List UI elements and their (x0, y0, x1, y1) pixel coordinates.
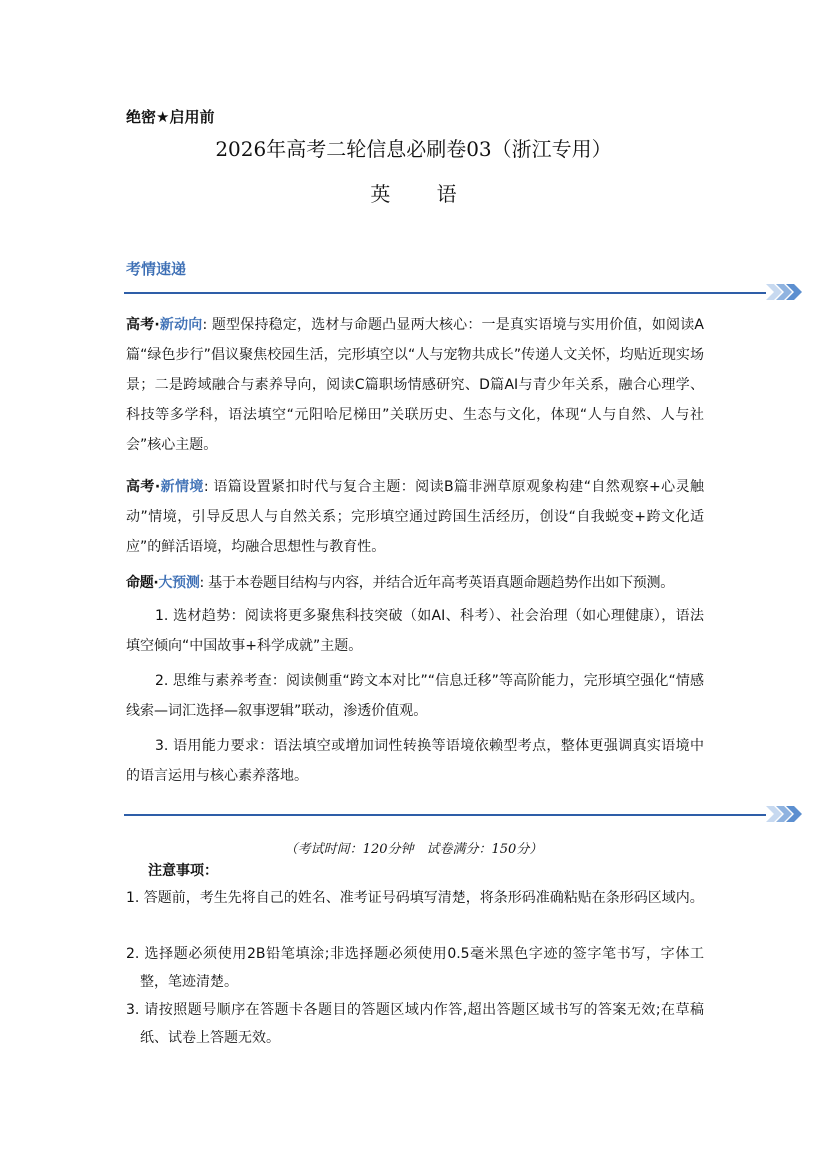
paragraph-new-context (126, 472, 704, 562)
prediction-item: 1. 选材趋势：阅读将更多聚焦科技突破（如AI、科考）、社会治理（如心理健康），语法填空倾向“中国故事+科学成就”主题。 (126, 608, 704, 654)
double-chevron-icon (766, 806, 802, 822)
note-item: 2. 选择题必须使用2B铅笔填涂;非选择题必须使用0.5毫米黑色字迹的签字笔书写，字体工整，笔迹清楚。 (126, 946, 704, 990)
exam-info: （考试时间：120分钟 试卷满分：150分） (284, 842, 543, 857)
paragraph-text: : 语篇设置紧扣时代与复合主题：阅读B篇非洲草原观象构建“自然观察+心灵触动”情境，引导反思人与自然关系；完形填空通过跨国生活经历，创设“自我蜕变+跨文化适应”的鲜活语境，均融合思想性与教育性。 (126, 479, 704, 555)
notes-title: 注意事项： (148, 863, 218, 879)
paragraph-prediction (126, 568, 716, 598)
paragraph-label: 高考· (126, 479, 161, 495)
paragraph-label: 命题· (126, 575, 159, 591)
page-title: 2026年高考二轮信息必刷卷03（浙江专用） (215, 137, 612, 161)
paragraph-label: 高考· (126, 317, 160, 333)
paragraph-highlight: 大预测 (158, 575, 200, 591)
double-chevron-icon (766, 284, 802, 300)
divider-top (124, 292, 766, 294)
note-item: 1. 答题前，考生先将自己的姓名、准考证号码填写清楚，将条形码准确粘贴在条形码区域内。 (126, 890, 704, 906)
paragraph-new-trend (126, 310, 704, 460)
section-title: 考情速递 (126, 260, 187, 278)
secret-label: 绝密★启用前 (126, 108, 215, 126)
prediction-item: 2. 思维与素养考查：阅读侧重“跨文本对比”“信息迁移”等高阶能力，完形填空强化“情感线索—词汇选择—叙事逻辑”联动，渗透价值观。 (126, 673, 704, 719)
paragraph-highlight: 新情境 (160, 479, 204, 495)
paragraph-text: : 题型保持稳定，选材与命题凸显两大核心：一是真实语境与实用价值，如阅读A篇“绿色步行”倡议聚焦校园生活，完形填空以“人与宠物共成长”传递人文关怀，均贴近现实场景；二是跨域融合与素养导向，阅读C篇职场情感研究、D篇AI与青少年关系，融合心理学、科技等多学科，语法填空“元阳哈尼梯田”关联历史、生态与文化，体现“人与自然、人与社会”核心主题。 (126, 317, 705, 453)
paragraph-highlight: 新动向 (159, 317, 203, 333)
prediction-item: 3. 语用能力要求：语法填空或增加词性转换等语境依赖型考点，整体更强调真实语境中的语言运用与核心素养落地。 (126, 738, 704, 784)
note-item: 3. 请按照题号顺序在答题卡各题目的答题区域内作答,超出答题区域书写的答案无效;在草稿纸、试卷上答题无效。 (126, 1002, 704, 1046)
subject-title: 英 语 (370, 182, 477, 206)
paragraph-text: : 基于本卷题目结构与内容，并结合近年高考英语真题命题趋势作出如下预测。 (199, 575, 674, 591)
divider-bottom (124, 814, 766, 816)
